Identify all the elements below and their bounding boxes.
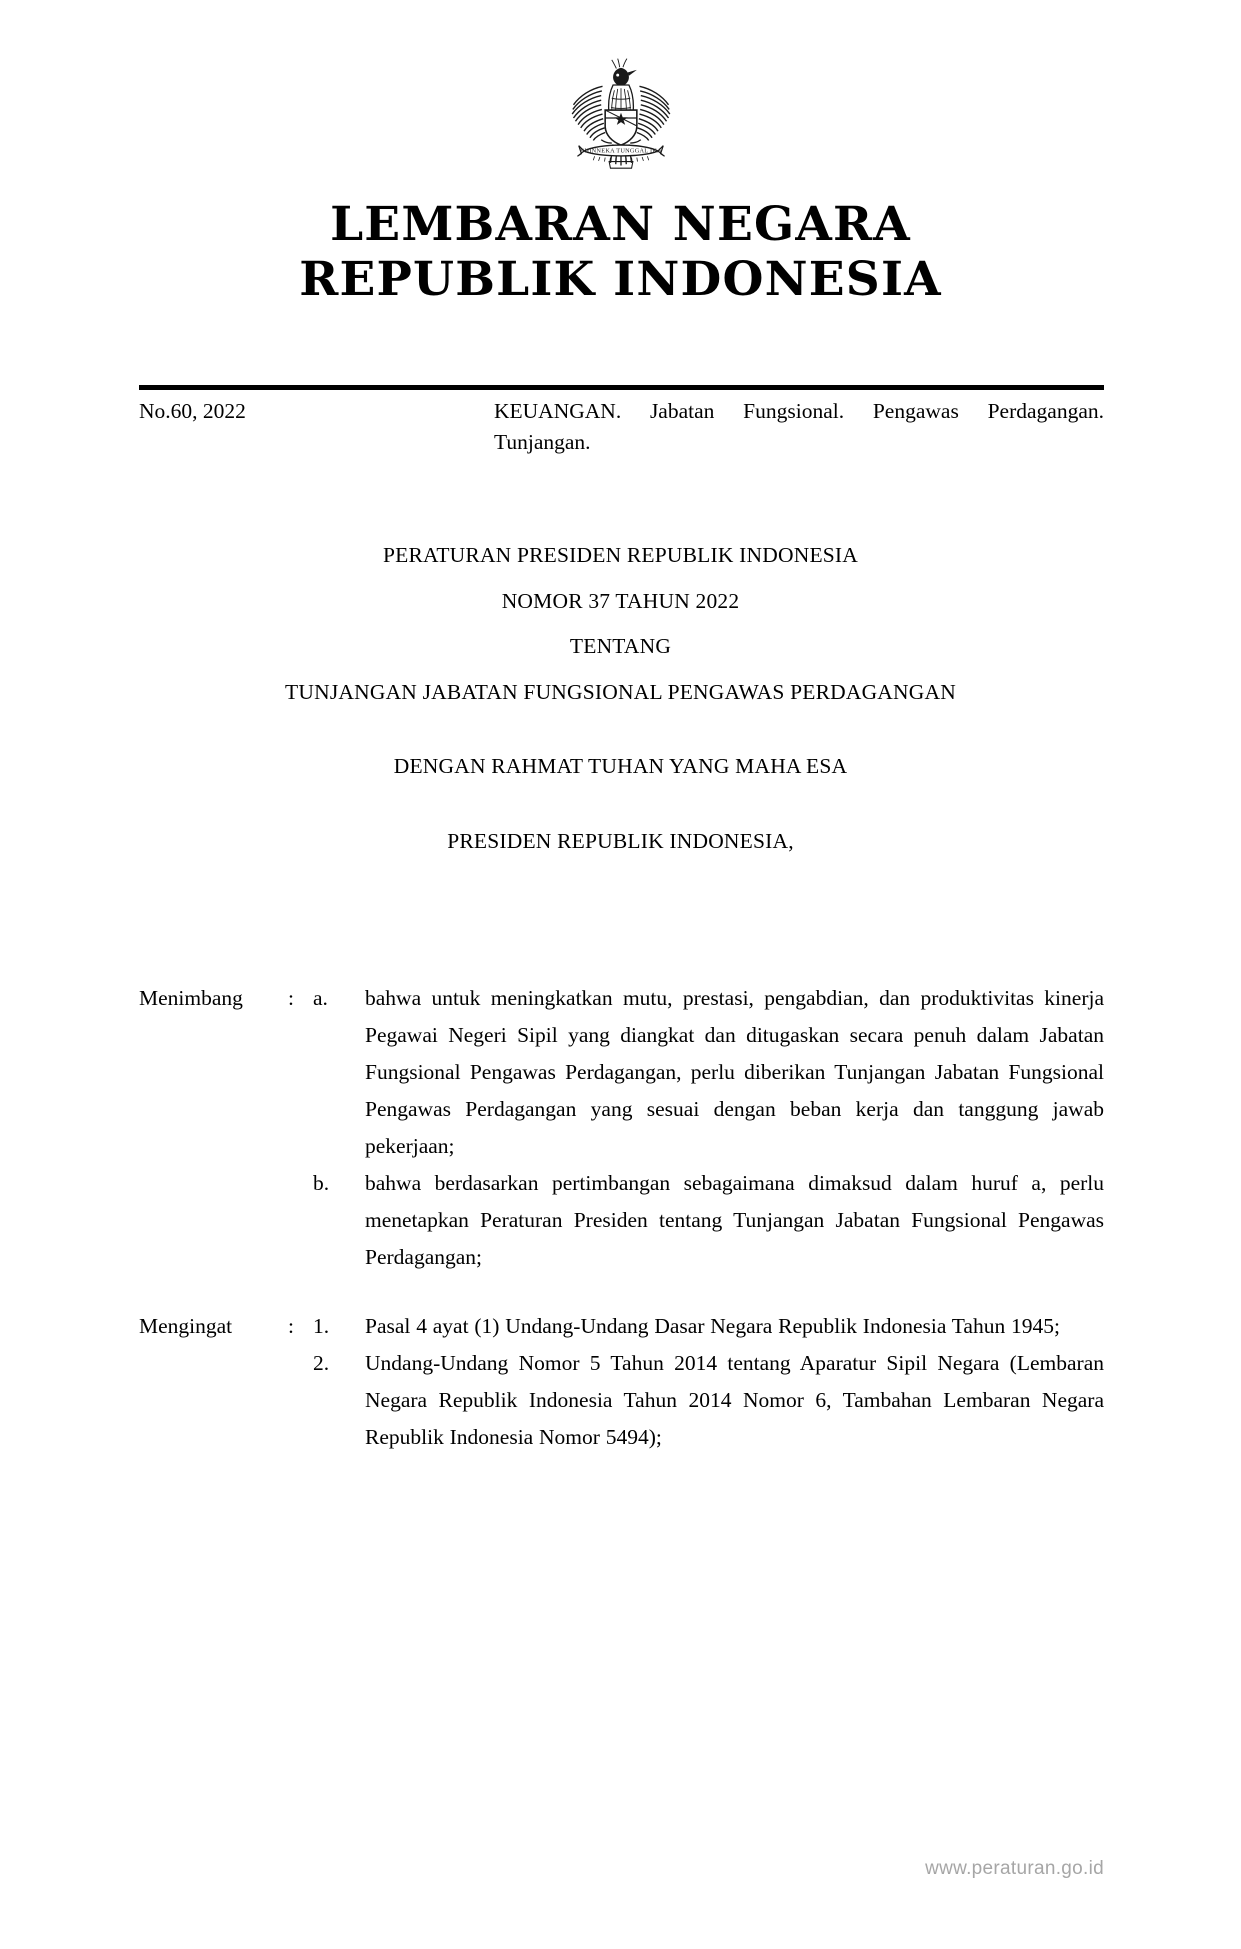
clause-marker: b.	[313, 1170, 330, 1195]
gazette-number: No.60, 2022	[139, 399, 246, 423]
clause-label-mengingat: Mengingat	[139, 1313, 233, 1338]
clause-label-menimbang: Menimbang	[139, 986, 243, 1010]
clause-text: bahwa untuk meningkatkan mutu, prestasi, pengabdian, dan produktivitas kinerja Pegawai Negeri Sipil yang diangkat dan ditugaskan secara penuh dalam Jabatan Fungsional Pengawas Perdagangan, perlu diberikan Tunjangan Jabatan Fungsional Pengawas Perdagangan yang sesuai dengan beban kerja dan tanggung jawab pekerjaan;	[365, 986, 1104, 1158]
gazette-subject-keywords: KEUANGAN. Jabatan Fungsional. Pengawas Perdagangan. Tunjangan.	[494, 399, 1104, 455]
clause-text: bahwa berdasarkan pertimbangan sebagaimana dimaksud dalam huruf a, perlu menetapkan Peraturan Presiden tentang Tunjangan Jabatan Fungsional Pengawas Perdagangan;	[365, 1170, 1104, 1269]
clause-text: Pasal 4 ayat (1) Undang-Undang Dasar Negara Republik Indonesia Tahun 1945;	[365, 1313, 1060, 1338]
footer-watermark: www.peraturan.go.id	[925, 1858, 1104, 1879]
clause-text: Undang-Undang Nomor 5 Tahun 2014 tentang Aparatur Sipil Negara (Lembaran Negara Republik Indonesia Tahun 2014 Nomor 6, Tambahan Lembaran Negara Republik Indonesia Nomor 5494);	[365, 1350, 1104, 1449]
title-line-subject: TUNJANGAN JABATAN FUNGSIONAL PENGAWAS PERDAGANGAN	[285, 679, 956, 704]
clause-item	[139, 1308, 1104, 1345]
svg-text:BHINNEKA TUNGGAL IKA: BHINNEKA TUNGGAL IKA	[579, 147, 662, 155]
clause-item	[139, 980, 1104, 1165]
gazette-header	[139, 396, 1104, 458]
emblem-container	[0, 52, 1241, 184]
masthead-line-2: REPUBLIK INDONESIA	[299, 252, 942, 308]
clause-marker: a.	[313, 986, 328, 1010]
clauses-body	[139, 980, 1104, 1456]
title-line-rahmat: DENGAN RAHMAT TUHAN YANG MAHA ESA	[393, 754, 848, 778]
garuda-pancasila-emblem	[555, 52, 687, 184]
clause-group-mengingat	[139, 1308, 1104, 1456]
clause-item	[139, 1345, 1104, 1456]
title-line-nomor: NOMOR 37 TAHUN 2022	[501, 588, 740, 613]
regulation-title-block	[0, 545, 1241, 852]
masthead-line-1: LEMBARAN NEGARA	[330, 197, 911, 252]
clause-marker: 1.	[313, 1313, 330, 1338]
masthead	[0, 197, 1241, 308]
title-line-peraturan: PERATURAN PRESIDEN REPUBLIK INDONESIA	[382, 543, 859, 567]
masthead-divider	[139, 385, 1104, 390]
clause-item	[139, 1165, 1104, 1276]
clause-colon: :	[288, 986, 294, 1010]
title-line-presiden: PRESIDEN REPUBLIK INDONESIA,	[447, 828, 794, 853]
clause-marker: 2.	[313, 1350, 330, 1375]
title-line-tentang: TENTANG	[569, 634, 672, 658]
clause-group-menimbang	[139, 980, 1104, 1276]
clause-colon: :	[288, 1313, 294, 1338]
